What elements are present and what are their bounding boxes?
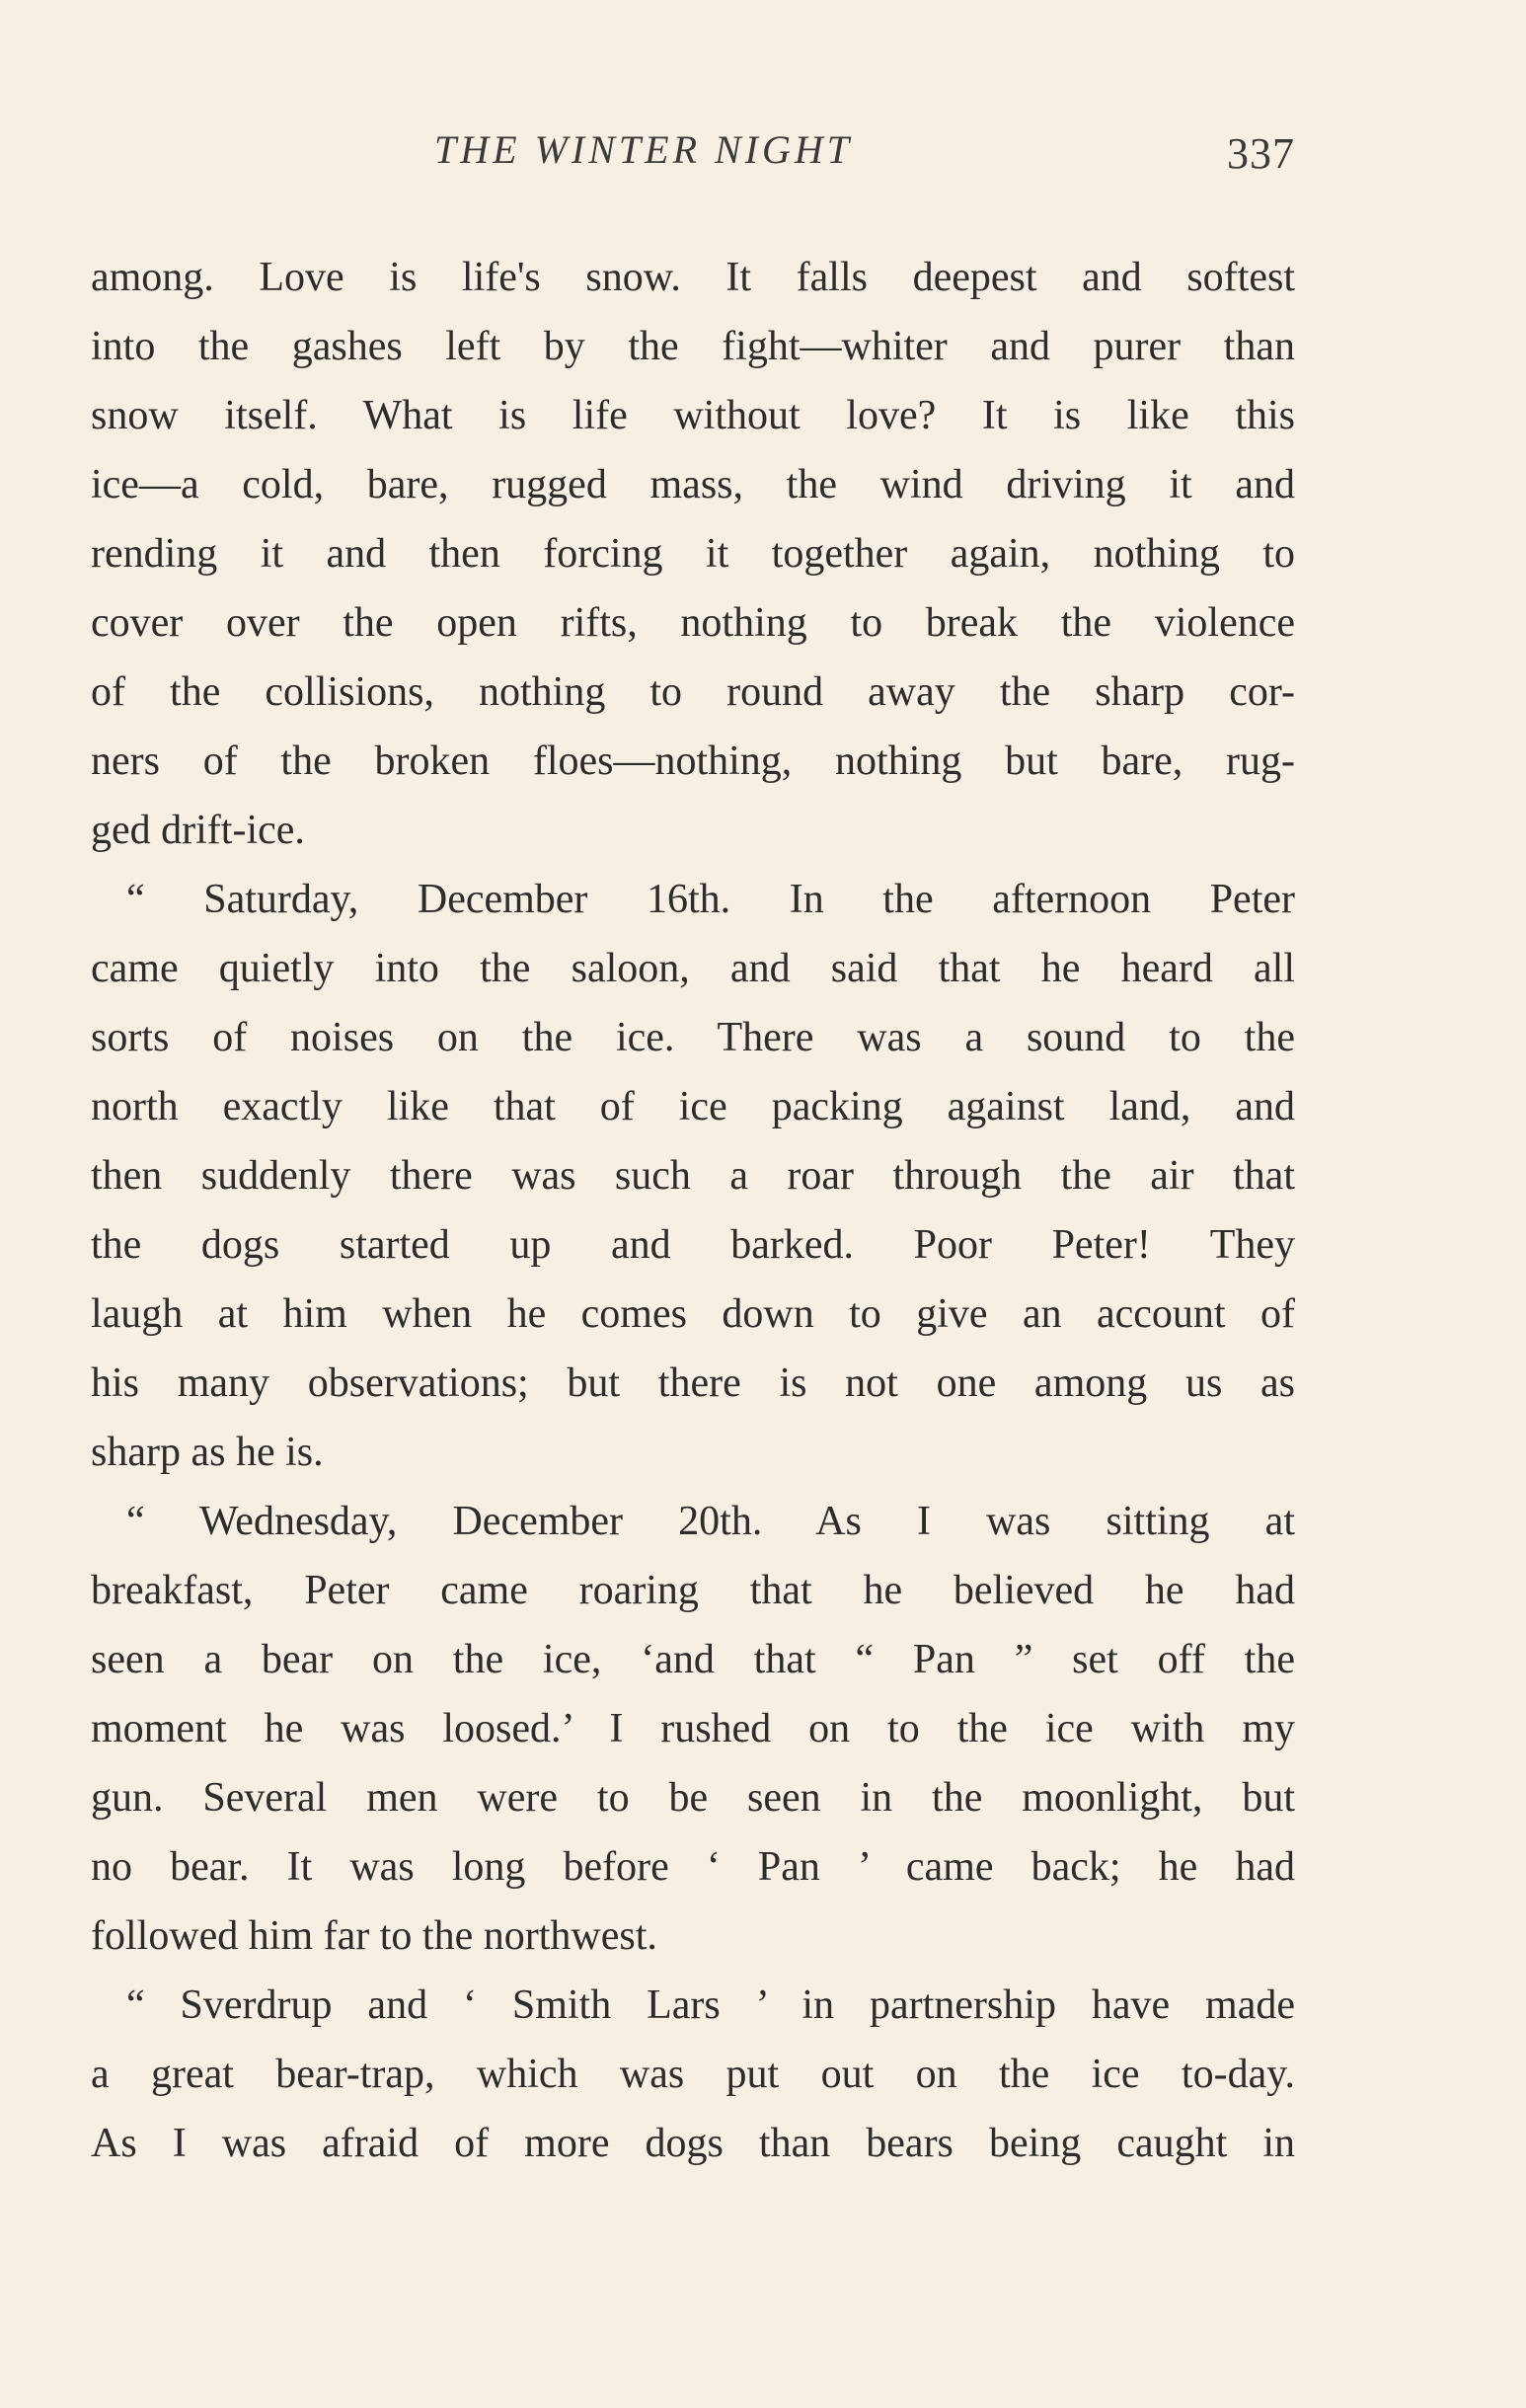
text-line: sorts of noises on the ice. There was a sound to the (91, 1015, 1295, 1060)
text-line: moment he was loosed.’ I rushed on to the ice with my (91, 1706, 1295, 1751)
text-line: As I was afraid of more dogs than bears being caught in (91, 2121, 1295, 2166)
text-line: cover over the open rifts, nothing to break the violence (91, 600, 1295, 646)
text-line: of the collisions, nothing to round away the sharp cor- (91, 669, 1295, 715)
page-header (434, 126, 1295, 186)
text-line: followed him far to the northwest. (91, 1913, 657, 1959)
text-line: his many observations; but there is not one among us as (91, 1360, 1295, 1406)
text-line: breakfast, Peter came roaring that he believed he had (91, 1568, 1295, 1613)
text-line: sharp as he is. (91, 1430, 324, 1475)
text-line: “ Wednesday, December 20th. As I was sitting at (126, 1499, 1295, 1544)
text-line: into the gashes left by the fight—whiter and purer than (91, 324, 1295, 369)
text-line: rending it and then forcing it together again, nothing to (91, 531, 1295, 577)
text-line: laugh at him when he comes down to give an account of (91, 1291, 1295, 1337)
text-line: a great bear-trap, which was put out on the ice to-day. (91, 2052, 1295, 2097)
text-line: came quietly into the saloon, and said that he heard all (91, 946, 1295, 991)
text-line: ged drift-ice. (91, 808, 305, 853)
text-line: seen a bear on the ice, ‘and that “ Pan ” set off the (91, 1637, 1295, 1682)
text-line: snow itself. What is life without love? It is like this (91, 393, 1295, 438)
text-line: no bear. It was long before ‘ Pan ’ came back; he had (91, 1844, 1295, 1890)
text-line: among. Love is life's snow. It falls deepest and softest (91, 255, 1295, 300)
text-line: “ Saturday, December 16th. In the afternoon Peter (126, 877, 1295, 922)
text-line: “ Sverdrup and ‘ Smith Lars ’ in partnership have made (126, 1982, 1295, 2028)
body-text (91, 243, 1295, 2178)
running-head: THE WINTER NIGHT (434, 127, 854, 172)
text-line: ice—a cold, bare, rugged mass, the wind driving it and (91, 462, 1295, 507)
text-line: then suddenly there was such a roar through the air that (91, 1153, 1295, 1199)
text-line: the dogs started up and barked. Poor Peter! They (91, 1222, 1295, 1268)
text-line: north exactly like that of ice packing against land, and (91, 1084, 1295, 1129)
text-line: ners of the broken floes—nothing, nothing but bare, rug- (91, 738, 1295, 784)
page-number: 337 (1227, 129, 1295, 178)
text-line: gun. Several men were to be seen in the moonlight, but (91, 1775, 1295, 1821)
